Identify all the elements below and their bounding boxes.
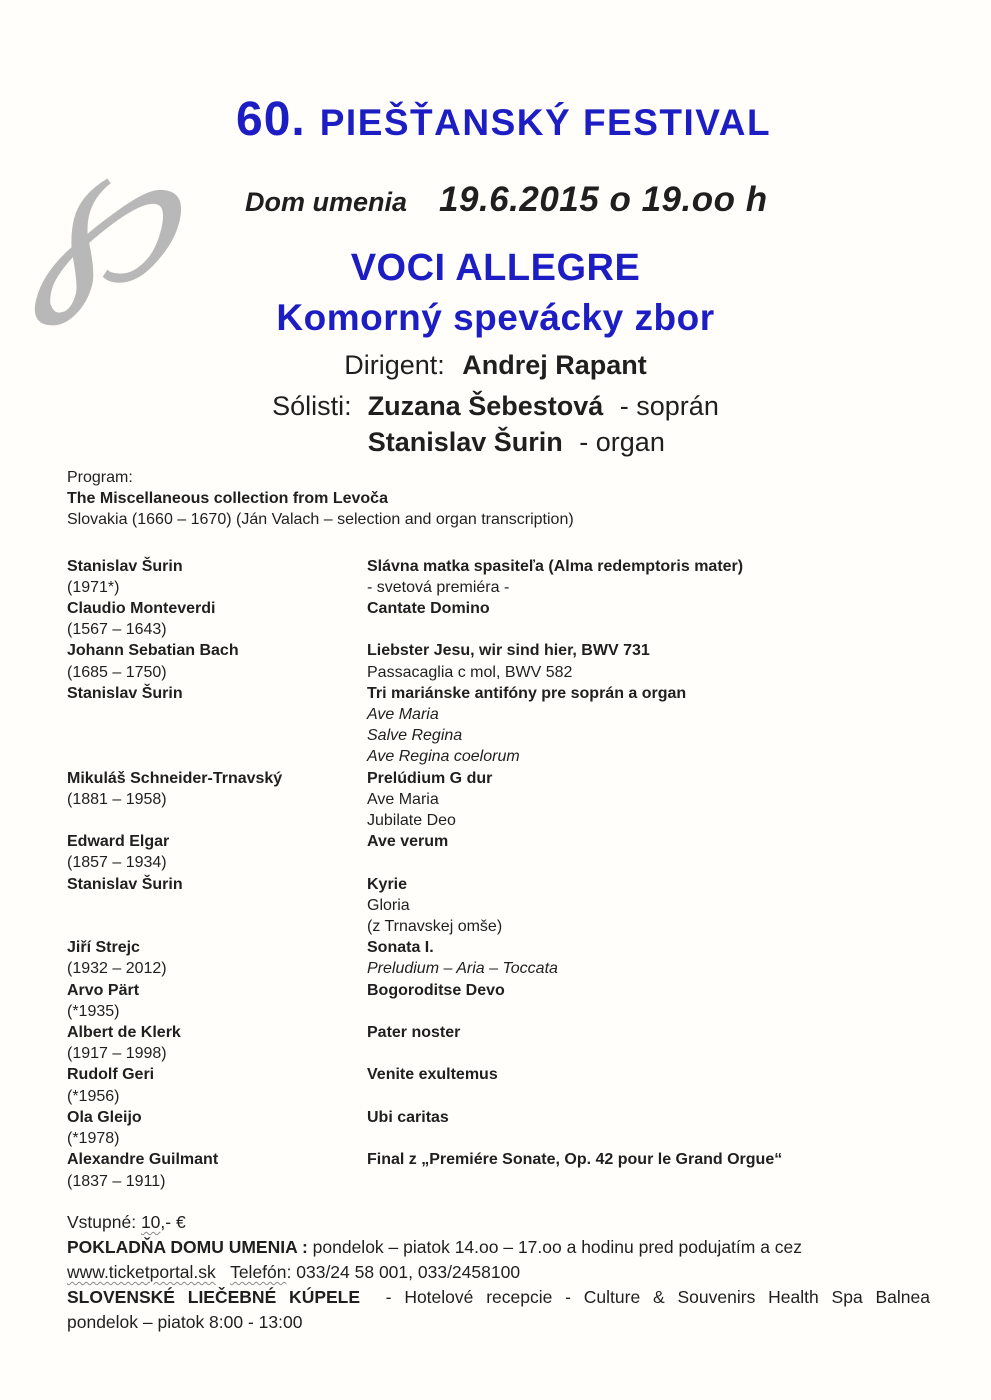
program-left-column xyxy=(67,556,362,1192)
footer-text-segment: www.ticketportal.sk xyxy=(67,1262,216,1282)
program-line: Albert de Klerk xyxy=(67,1024,181,1042)
program-line: Johann Sebatian Bach xyxy=(67,642,239,660)
program-label: Program: xyxy=(67,469,133,486)
footer-text-segment: SLOVENSKÉ LIEČEBNÉ KÚPELE xyxy=(67,1287,373,1307)
program-collection-subtitle: Slovakia (1660 – 1670) (Ján Valach – selection and organ transcription) xyxy=(67,511,574,529)
program-line xyxy=(67,746,362,767)
program-line: (*1935) xyxy=(67,1002,120,1020)
program-line: (1881 – 1958) xyxy=(67,790,167,808)
program-line: Tri mariánske antifóny pre soprán a organ xyxy=(367,684,687,702)
program-line xyxy=(367,852,931,873)
program-line xyxy=(67,916,362,937)
program-line: Ave Regina coelorum xyxy=(367,748,520,766)
program-line: (1837 – 1911) xyxy=(67,1172,166,1190)
program-line: Prelúdium G dur xyxy=(367,769,493,787)
footer-text-segment: Telefón xyxy=(230,1262,287,1282)
footer-text-segment: : 033/24 58 001, 033/2458100 xyxy=(286,1262,521,1282)
footer-line xyxy=(67,1285,930,1310)
program-line: Arvo Pärt xyxy=(67,981,140,999)
program-line: Ave Maria xyxy=(367,706,439,724)
event-date-line xyxy=(245,180,768,220)
program-line: Ave verum xyxy=(367,833,449,851)
program-line: (1567 – 1643) xyxy=(67,621,167,639)
program-columns xyxy=(67,556,931,1201)
program-line: Final z „Premiére Sonate, Op. 42 pour le Grand Orgue“ xyxy=(367,1151,783,1169)
conductor-line xyxy=(40,350,951,381)
soloist-2-role: - organ xyxy=(579,427,665,457)
program-line: - svetová premiéra - xyxy=(367,578,510,596)
program-collection-title: The Miscellaneous collection from Levoča xyxy=(67,490,388,508)
festival-number: 60. xyxy=(236,93,306,146)
venue-name: Dom umenia xyxy=(245,187,408,217)
soloists-names xyxy=(368,388,719,460)
program-line: (1971*) xyxy=(67,578,120,596)
footer-text-segment xyxy=(216,1262,230,1282)
program-line: Bogoroditse Devo xyxy=(367,981,505,999)
program-line: Stanislav Šurin xyxy=(67,557,183,575)
program-line: (z Trnavskej omše) xyxy=(367,918,503,936)
soloist-2-name: Stanislav Šurin xyxy=(367,427,563,457)
program-line: Claudio Monteverdi xyxy=(67,600,216,618)
program-line: Stanislav Šurin xyxy=(67,684,183,702)
footer-text-segment: pondelok – piatok 14.oo – 17.oo a hodinu pred podujatím a cez xyxy=(307,1237,803,1257)
program-line: Liebster Jesu, wir sind hier, BWV 731 xyxy=(367,642,650,660)
program-line: Alexandre Guilmant xyxy=(67,1151,219,1169)
program-line: Passacaglia c mol, BWV 582 xyxy=(367,663,573,681)
program-line xyxy=(67,725,362,746)
footer-line xyxy=(67,1210,930,1235)
program-line: Jiří Strejc xyxy=(67,939,140,957)
program-header xyxy=(67,467,931,531)
program-line: (1857 – 1934) xyxy=(67,854,167,872)
program-line: (*1956) xyxy=(67,1087,120,1105)
program-line xyxy=(367,1086,931,1107)
soloist-1 xyxy=(368,388,719,424)
soloists-label: Sólisti: xyxy=(272,391,352,421)
footer-text-segment: - Hotelové recepcie - Culture & Souvenirs Health Spa Balnea xyxy=(372,1287,930,1307)
soloist-1-name: Zuzana Šebestová xyxy=(367,391,604,421)
program-line: Gloria xyxy=(367,896,410,914)
event-datetime: 19.6.2015 o 19.oo h xyxy=(439,180,768,219)
footer-info xyxy=(67,1210,930,1335)
program-line xyxy=(67,704,362,725)
ensemble-name: VOCI ALLEGRE xyxy=(350,247,641,289)
program-line xyxy=(367,1171,931,1192)
program-line: Jubilate Deo xyxy=(367,812,456,830)
program-line: Mikuláš Schneider-Trnavský xyxy=(67,769,283,787)
program-right-column xyxy=(367,556,931,1192)
page-title xyxy=(236,92,771,147)
footer-text-segment: ,- € xyxy=(160,1212,186,1232)
program-line: Venite exultemus xyxy=(367,1066,498,1084)
program-line: Stanislav Šurin xyxy=(67,875,183,893)
program-line: Ola Gleijo xyxy=(67,1108,142,1126)
footer-text-segment: 10 xyxy=(140,1212,161,1232)
program-line: Sonata I. xyxy=(367,939,434,957)
footer-text-segment: pondelok – piatok 8:00 - 13:00 xyxy=(67,1312,303,1332)
program-line: Ubi caritas xyxy=(367,1108,449,1126)
program-line: (1685 – 1750) xyxy=(67,663,167,681)
conductor-name: Andrej Rapant xyxy=(462,350,647,380)
program-line: Edward Elgar xyxy=(67,833,170,851)
program-line: Pater noster xyxy=(367,1024,461,1042)
footer-line xyxy=(67,1235,930,1260)
soloist-2 xyxy=(368,424,719,460)
program-line: Preludium – Aria – Toccata xyxy=(367,960,558,978)
program-line xyxy=(367,619,931,640)
program-line: Kyrie xyxy=(367,875,408,893)
soloists xyxy=(40,388,951,460)
program-line xyxy=(67,810,362,831)
festival-logo-icon: ℘ xyxy=(30,91,173,329)
program-line: (1932 – 2012) xyxy=(67,960,167,978)
festival-title: PIEŠŤANSKÝ FESTIVAL xyxy=(319,102,772,143)
program-section xyxy=(67,467,931,1201)
footer-line xyxy=(67,1310,930,1335)
conductor-label: Dirigent: xyxy=(344,350,445,380)
ensemble-subtitle: Komorný spevácky zbor xyxy=(276,297,715,338)
program-line xyxy=(367,1001,931,1022)
footer-text-segment: Vstupné: xyxy=(67,1212,141,1232)
program-line xyxy=(367,1128,931,1149)
program-line: Rudolf Geri xyxy=(67,1066,155,1084)
program-line xyxy=(67,895,362,916)
program-line: Ave Maria xyxy=(367,790,439,808)
program-line: Slávna matka spasiteľa (Alma redemptoris mater) xyxy=(367,557,744,575)
program-line: (*1978) xyxy=(67,1130,120,1148)
program-line: Cantate Domino xyxy=(367,600,490,618)
program-line xyxy=(367,1043,931,1064)
program-line: (1917 – 1998) xyxy=(67,1045,167,1063)
soloist-1-role: - soprán xyxy=(619,391,719,421)
program-line: Salve Regina xyxy=(367,727,463,745)
footer-text-segment: POKLADŇA DOMU UMENIA : xyxy=(67,1237,308,1257)
footer-line xyxy=(67,1260,930,1285)
